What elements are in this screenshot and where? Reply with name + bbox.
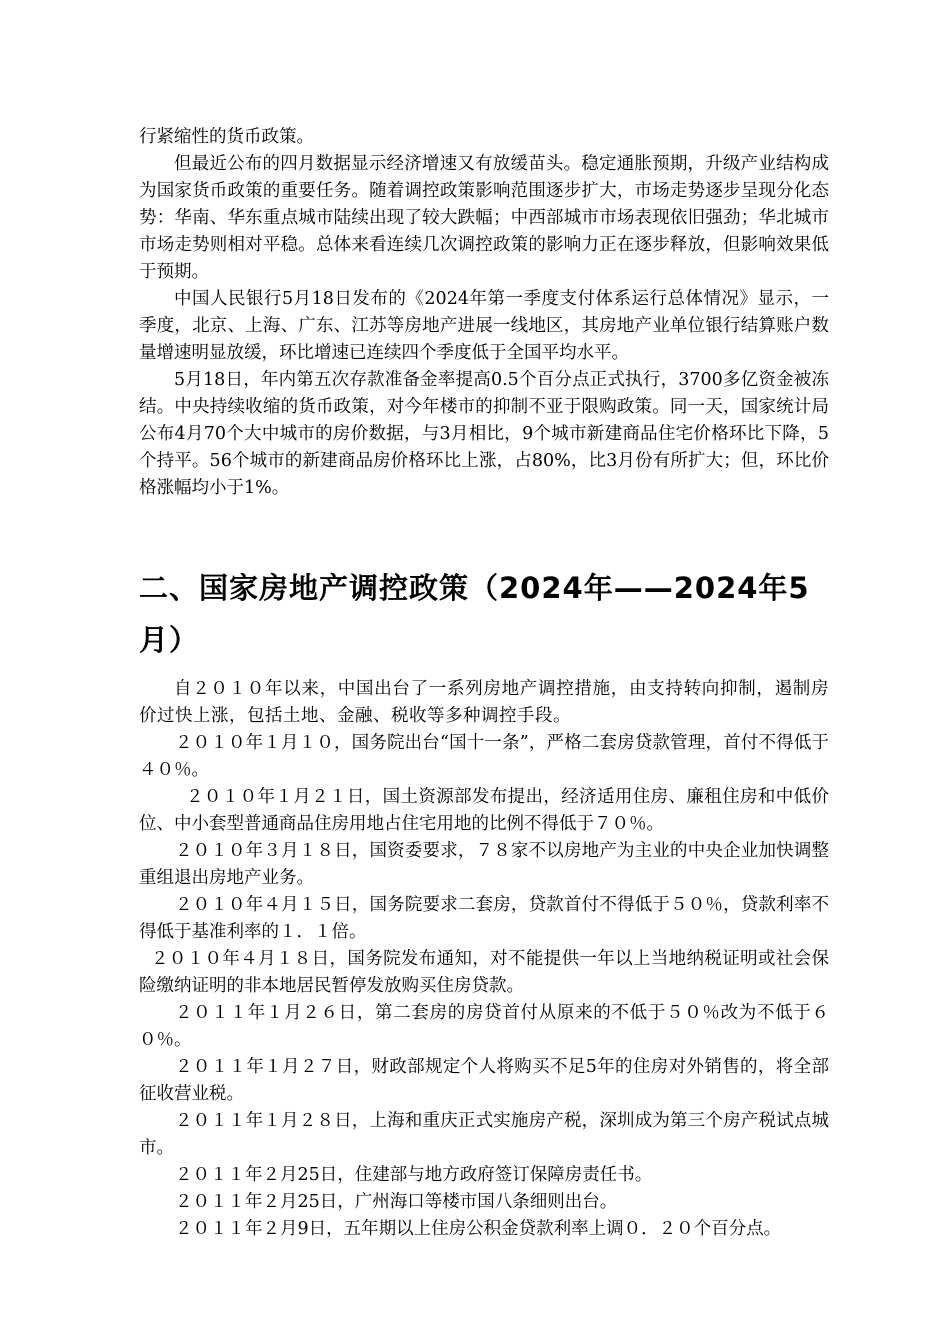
paragraph: ２０１１年１月２６日，第二套房的房贷首付从原来的不低于５０％改为不低于６０％。: [139, 1003, 829, 1050]
document-body: [139, 124, 829, 1243]
paragraph: ２０１１年２月25日，广州海口等楼市国八条细则出台。: [175, 1192, 618, 1212]
paragraph: ２０１０年４月１８日，国务院发布通知，对不能提供一年以上当地纳税证明或社会保险缴纳证明的非本地居民暂停发放购买住房贷款。: [139, 949, 829, 996]
paragraph: ２０１１年１月２７日，财政部规定个人将购买不足5年的住房对外销售的，将全部征收营业税。: [139, 1057, 829, 1104]
section-spacer: [139, 502, 829, 562]
paragraph: ２０１０年３月１８日，国资委要求，７８家不以房地产为主业的中央企业加快调整重组退出房地产业务。: [139, 841, 829, 888]
paragraph: ２０１０年１月２１日，国土资源部发布提出，经济适用住房、廉租住房和中低价位、中小套型普通商品住房用地占住宅用地的比例不得低于７０％。: [139, 787, 829, 834]
paragraph: ２０１０年４月１５日，国务院要求二套房，贷款首付不得低于５０％，贷款利率不得低于基准利率的１．１倍。: [139, 895, 829, 942]
paragraph: ２０１１年２月9日，五年期以上住房公积金贷款利率上调０．２０个百分点。: [175, 1219, 782, 1239]
paragraph: ２０１１年１月２８日，上海和重庆正式实施房产税，深圳成为第三个房产税试点城市。: [139, 1111, 829, 1158]
paragraph: ２０１１年２月25日，住建部与地方政府签订保障房责任书。: [175, 1165, 653, 1185]
paragraph: 但最近公布的四月数据显示经济增速又有放缓苗头。稳定通胀预期，升级产业结构成为国家货币政策的重要任务。随着调控政策影响范围逐步扩大，市场走势逐步呈现分化态势：华南、华东重点城市陆续出现了较大跌幅；中西部城市市场表现依旧强劲；华北城市市场走势则相对平稳。总体来看连续几次调控政策的影响力正在逐步释放，但影响效果低于预期。: [139, 154, 829, 282]
section-content: [139, 676, 829, 1243]
paragraph: ２０１０年１月１０，国务院出台“国十一条”，严格二套房贷款管理，首付不得低于４０％。: [139, 733, 829, 780]
paragraph: 中国人民银行5月18日发布的《2024年第一季度支付体系运行总体情况》显示，一季度，北京、上海、广东、江苏等房地产进展一线地区，其房地产业单位银行结算账户数量增速明显放缓，环比增速已连续四个季度低于全国平均水平。: [139, 289, 829, 363]
paragraph: 行紧缩性的货币政策。: [139, 127, 314, 147]
paragraph: 自２０１０年以来，中国出台了一系列房地产调控措施，由支持转向抑制，遏制房价过快上涨，包括土地、金融、税收等多种调控手段。: [139, 679, 829, 726]
section-heading: 二、国家房地产调控政策（2024年——2024年5月）: [139, 571, 810, 657]
paragraph: 5月18日，年内第五次存款准备金率提高0.5个百分点正式执行，3700多亿资金被冻结。中央持续收缩的货币政策，对今年楼市的抑制不亚于限购政策。同一天，国家统计局公布4月70个大中城市的房价数据，与3月相比，9个城市新建商品住宅价格环比下降，5个持平。56个城市的新建商品房价格环比上涨，占80%，比3月份有所扩大；但，环比价格涨幅均小于1%。: [139, 370, 829, 498]
